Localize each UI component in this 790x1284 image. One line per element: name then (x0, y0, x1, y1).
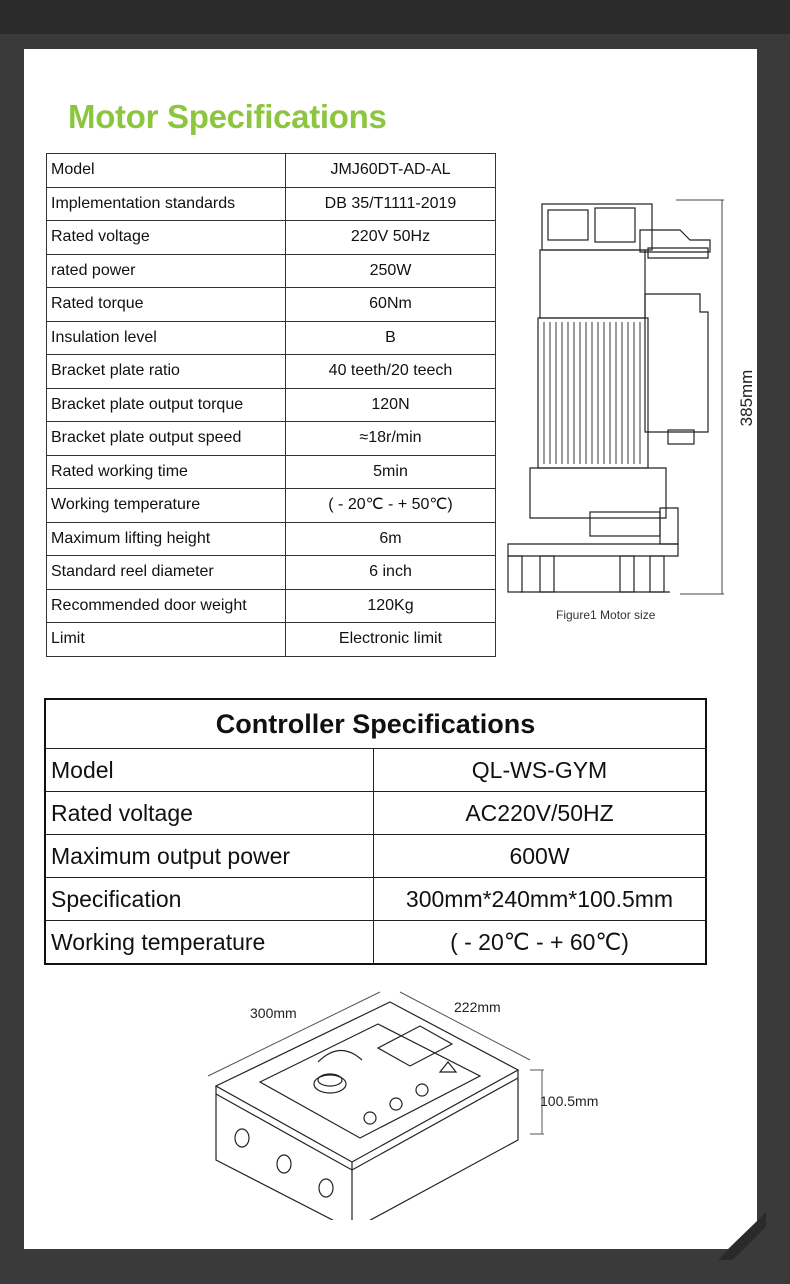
spec-value: QL-WS-GYM (374, 749, 707, 792)
spec-value: 250W (286, 254, 496, 288)
spec-label: Limit (47, 623, 286, 657)
spec-label: Bracket plate output speed (47, 422, 286, 456)
spec-value: 5min (286, 455, 496, 489)
spec-label: Rated torque (47, 288, 286, 322)
table-row (47, 489, 496, 523)
table-row (47, 254, 496, 288)
spec-label: Rated voltage (45, 792, 374, 835)
figure-caption: Figure1 Motor size (556, 608, 656, 622)
spec-value: 40 teeth/20 teech (286, 355, 496, 389)
table-row (47, 187, 496, 221)
spec-label: Working temperature (45, 921, 374, 965)
table-row (47, 355, 496, 389)
spec-label: Insulation level (47, 321, 286, 355)
table-row (47, 154, 496, 188)
controller-drawing (216, 1002, 518, 1220)
table-row (47, 288, 496, 322)
controller-specifications-title: Controller Specifications (45, 699, 706, 749)
motor-specifications-title: Motor Specifications (68, 98, 387, 135)
spec-label: Recommended door weight (47, 589, 286, 623)
controller-spec-table (44, 698, 707, 965)
spec-label: Specification (45, 878, 374, 921)
table-row (45, 792, 706, 835)
spec-label: Implementation standards (47, 187, 286, 221)
spec-value: AC220V/50HZ (374, 792, 707, 835)
spec-value: ( - 20℃ - + 50℃) (286, 489, 496, 523)
spec-label: Model (47, 154, 286, 188)
spec-label: Bracket plate output torque (47, 388, 286, 422)
height-dimension-line (676, 200, 724, 594)
table-row (47, 455, 496, 489)
controller-width-label: 300mm (250, 1005, 297, 1021)
table-row (45, 878, 706, 921)
table-row (45, 835, 706, 878)
motor-height-label: 385mm (737, 369, 756, 427)
spec-value: 6m (286, 522, 496, 556)
spec-label: Maximum output power (45, 835, 374, 878)
spec-value: Electronic limit (286, 623, 496, 657)
spec-label: Bracket plate ratio (47, 355, 286, 389)
spec-label: Rated working time (47, 455, 286, 489)
spec-value: B (286, 321, 496, 355)
spec-label: Maximum lifting height (47, 522, 286, 556)
spec-label: Standard reel diameter (47, 556, 286, 590)
table-row (47, 522, 496, 556)
controller-depth-label: 222mm (454, 999, 501, 1015)
spec-value: 220V 50Hz (286, 221, 496, 255)
spec-value: ≈18r/min (286, 422, 496, 456)
table-header-row (45, 699, 706, 749)
spec-label: Rated voltage (47, 221, 286, 255)
spec-value: DB 35/T1111-2019 (286, 187, 496, 221)
table-row (47, 388, 496, 422)
controller-height-label: 100.5mm (540, 1093, 599, 1109)
spec-label: Working temperature (47, 489, 286, 523)
motor-spec-table (46, 153, 496, 657)
spec-label: Model (45, 749, 374, 792)
table-row (45, 749, 706, 792)
motor-size-figure (500, 190, 760, 610)
spec-value: 6 inch (286, 556, 496, 590)
spec-value: 60Nm (286, 288, 496, 322)
spec-value: JMJ60DT-AD-AL (286, 154, 496, 188)
spec-value: 600W (374, 835, 707, 878)
spec-label: rated power (47, 254, 286, 288)
cooling-fins (544, 322, 640, 464)
table-row (47, 422, 496, 456)
table-row (47, 556, 496, 590)
spec-value: 120N (286, 388, 496, 422)
table-row (47, 221, 496, 255)
table-row (47, 589, 496, 623)
table-row (47, 321, 496, 355)
top-bar (0, 0, 790, 34)
controller-box-figure (200, 990, 620, 1220)
spec-value: ( - 20℃ - + 60℃) (374, 921, 707, 965)
table-row (47, 623, 496, 657)
spec-value: 120Kg (286, 589, 496, 623)
spec-value: 300mm*240mm*100.5mm (374, 878, 707, 921)
motor-drawing (508, 204, 710, 592)
table-row (45, 921, 706, 965)
